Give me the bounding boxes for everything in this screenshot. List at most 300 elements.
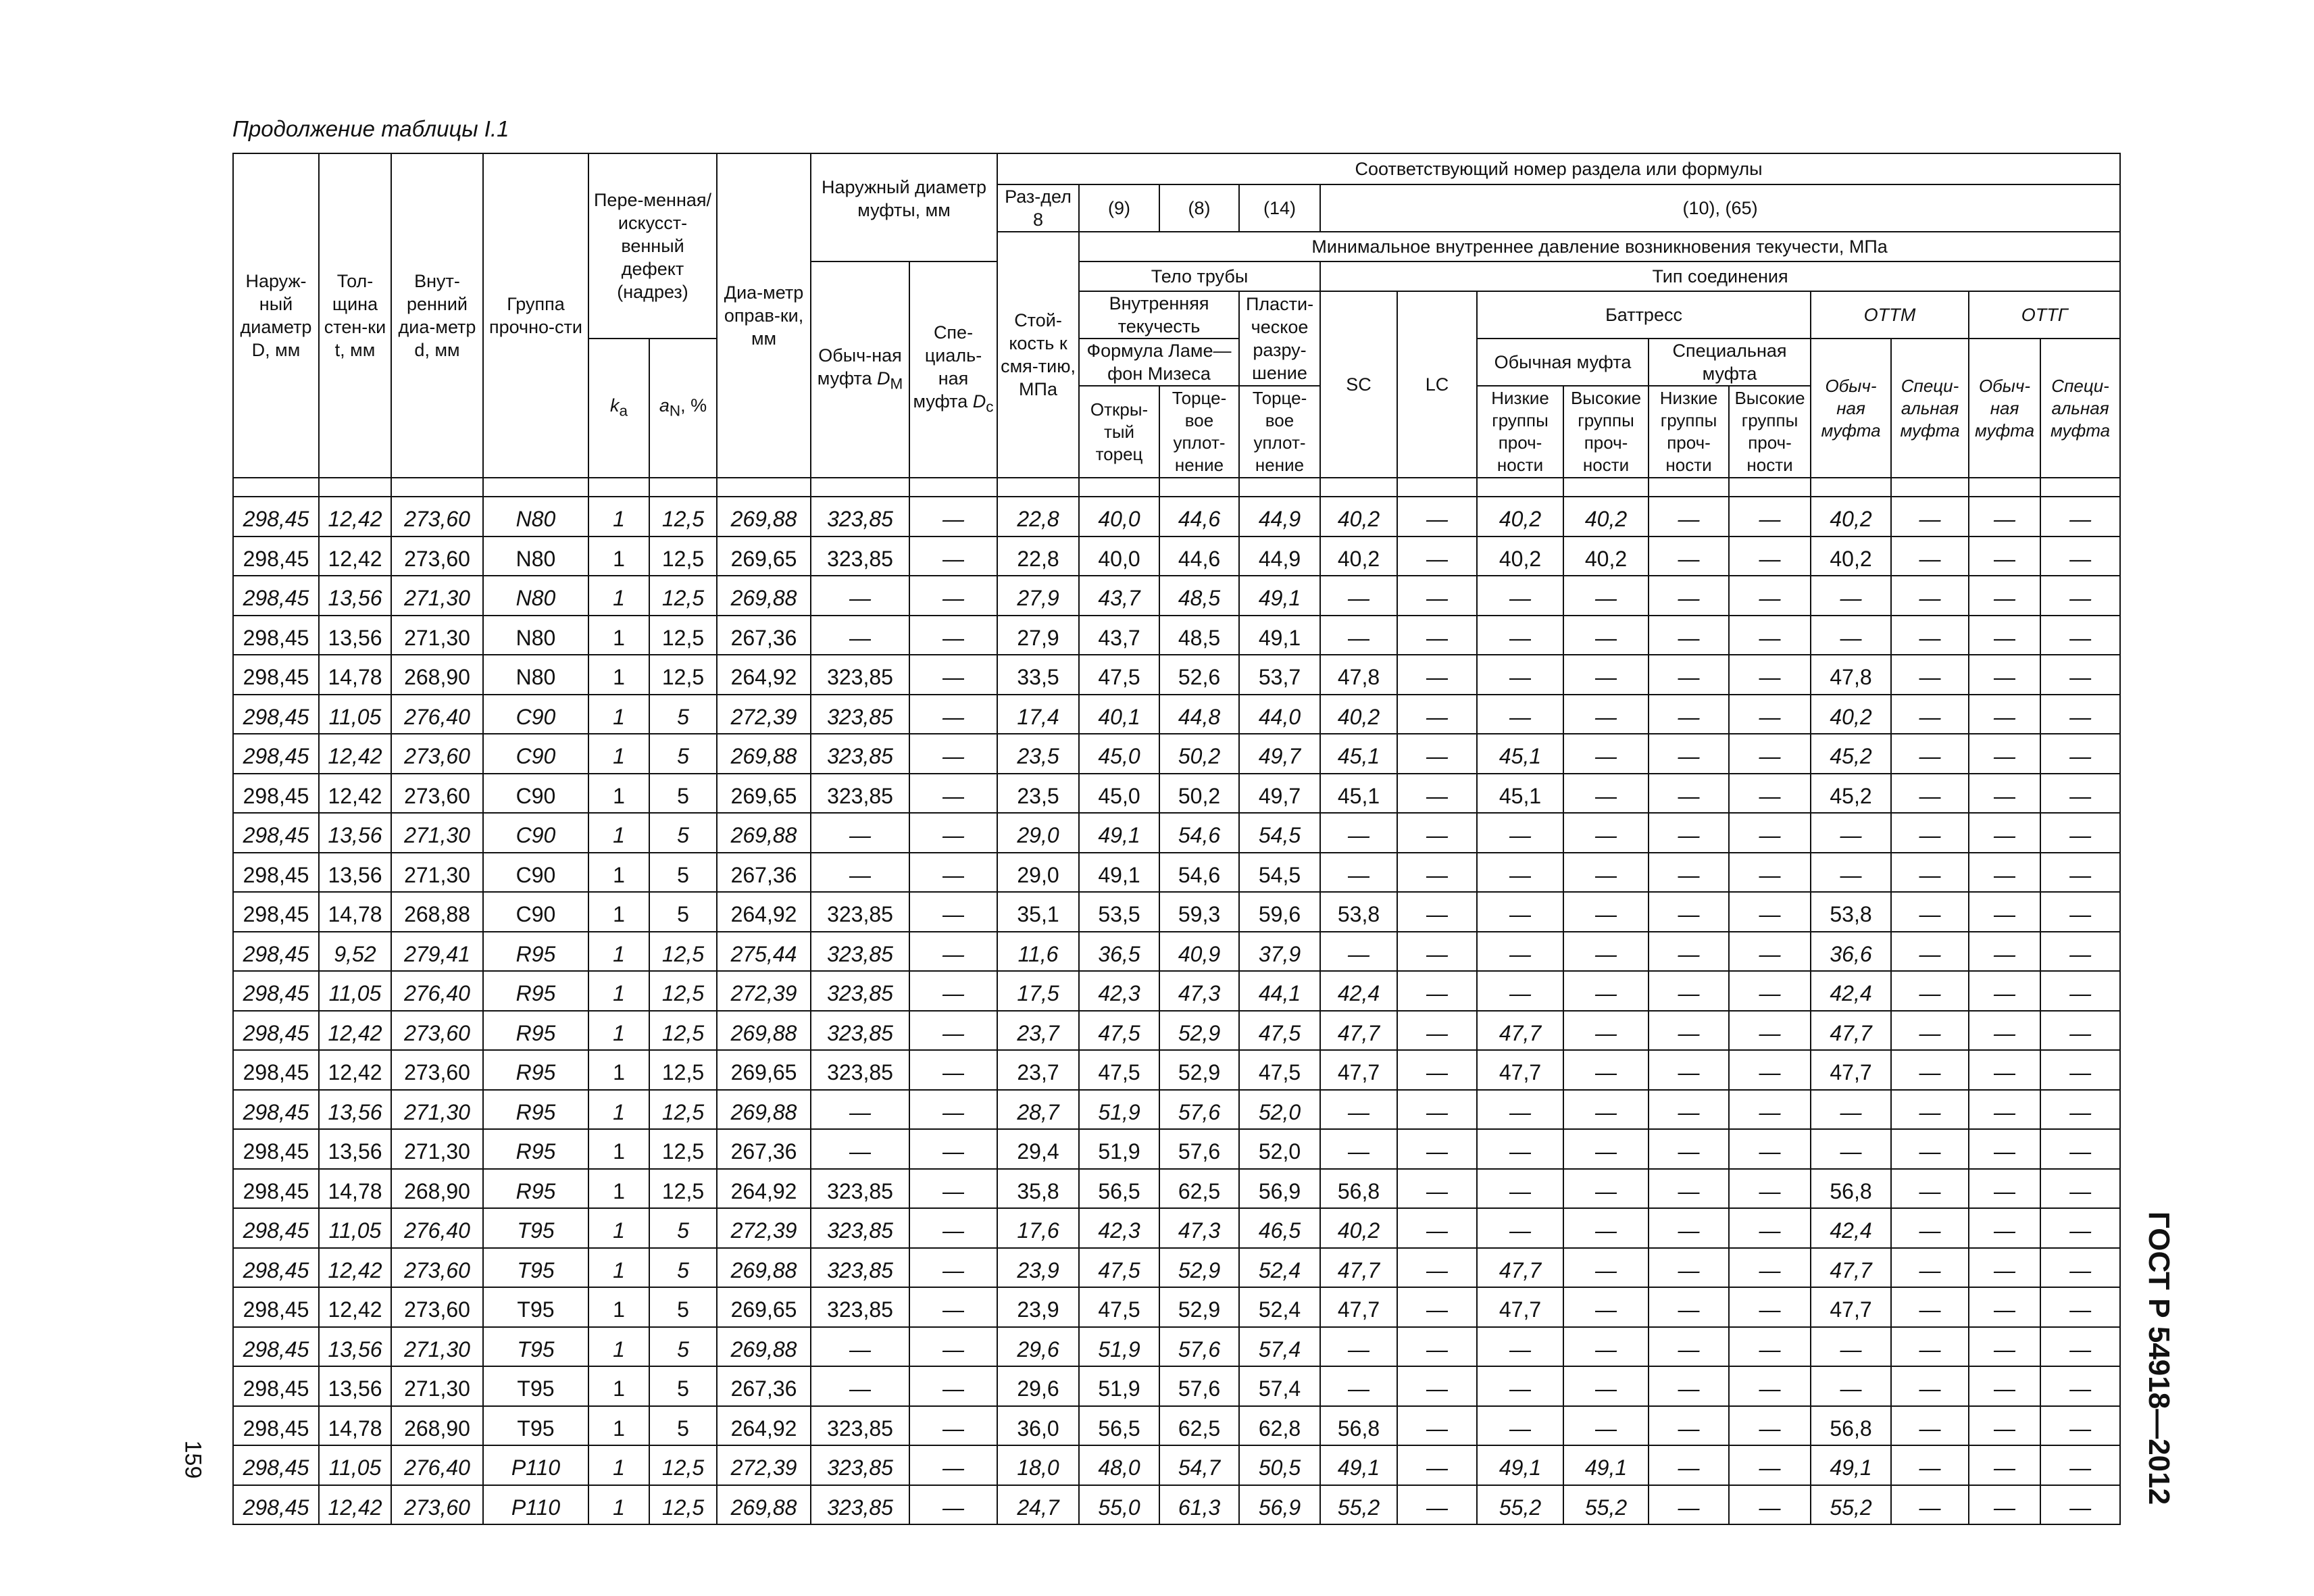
table-cell: 1 [588,1406,649,1446]
table-cell: 267,36 [717,853,811,893]
table-cell: — [1649,695,1729,734]
table-row [233,695,2120,734]
table-cell: — [909,1287,997,1327]
table-row [233,1485,2120,1525]
table-cell: 264,92 [717,1169,811,1209]
table-cell: 48,0 [1079,1445,1159,1485]
table-cell: 13,56 [319,1129,391,1169]
table-cell: 29,6 [997,1366,1079,1406]
table-cell: 5 [649,695,717,734]
table-cell: — [1649,1169,1729,1209]
col-grade: Группа прочно-сти [483,153,588,478]
table-cell: 12,42 [319,1050,391,1090]
table-cell: 54,5 [1239,813,1320,853]
table-cell: — [1891,537,1969,576]
col-coupling-od: Наружный диаметр муфты, мм [811,153,997,261]
table-cell: — [811,1327,909,1367]
table-cell: 273,60 [391,1287,483,1327]
table-cell: 323,85 [811,537,909,576]
table-cell: 273,60 [391,774,483,814]
table-cell: 52,0 [1239,1090,1320,1130]
table-cell: — [811,576,909,616]
table-cell: 273,60 [391,1050,483,1090]
table-cell: 269,65 [717,1050,811,1090]
col-od: Наруж-ный диаметр D, мм [233,153,319,478]
table-cell: — [1320,616,1397,655]
table-cell: 44,1 [1239,971,1320,1011]
table-cell: 55,2 [1320,1485,1397,1525]
table-cell: 47,5 [1079,655,1159,695]
table-cell: 49,1 [1320,1445,1397,1485]
table-cell: 47,7 [1320,1050,1397,1090]
table-cell: C90 [483,813,588,853]
table-cell: 279,41 [391,932,483,972]
col-drift: Диа-метр оправ-ки, мм [717,153,811,478]
table-cell: 323,85 [811,774,909,814]
table-cell: — [1891,1050,1969,1090]
table-cell: — [1563,1011,1649,1051]
table-row [233,813,2120,853]
table-cell: 57,6 [1159,1327,1239,1367]
table-cell: 42,4 [1811,1208,1891,1248]
table-cell: 29,0 [997,813,1079,853]
table-cell: — [1397,1169,1477,1209]
table-cell: 5 [649,1327,717,1367]
conn-lc: LC [1397,291,1477,478]
table-cell: — [1397,1406,1477,1446]
table-cell: 1 [588,537,649,576]
table-cell: 52,9 [1159,1248,1239,1288]
table-cell: 47,5 [1079,1287,1159,1327]
table-cell: — [909,537,997,576]
table-cell: 269,88 [717,1011,811,1051]
table-row [233,774,2120,814]
table-cell: 22,8 [997,497,1079,537]
table-cell: 267,36 [717,1366,811,1406]
table-cell: 42,4 [1811,971,1891,1011]
table-cell: — [1320,1366,1397,1406]
table-cell: 46,5 [1239,1208,1320,1248]
table-row [233,1445,2120,1485]
table-cell: 47,7 [1811,1248,1891,1288]
table-cell: — [1969,576,2040,616]
page-number [172,1422,213,1497]
table-cell: — [1563,774,1649,814]
table-cell: — [2040,537,2120,576]
conn-ottm: ОТТМ [1811,291,1969,339]
table-cell: — [909,576,997,616]
table-cell: — [1729,1011,1811,1051]
table-cell: — [2040,1406,2120,1446]
table-cell: R95 [483,1011,588,1051]
table-row [233,537,2120,576]
table-cell: N80 [483,537,588,576]
table-cell: — [1891,853,1969,893]
table-caption: Продолжение таблицы I.1 [232,116,509,141]
table-cell: — [1477,1327,1563,1367]
header-gap-row [233,478,2120,497]
table-cell: — [1320,1129,1397,1169]
table-cell: 57,6 [1159,1366,1239,1406]
table-cell: 273,60 [391,1485,483,1525]
table-cell: 35,1 [997,892,1079,932]
table-cell: — [1891,616,1969,655]
table-cell: 5 [649,774,717,814]
table-cell: 49,1 [1239,616,1320,655]
data-table [232,153,2121,1525]
table-cell: 298,45 [233,892,319,932]
table-cell: — [1649,813,1729,853]
table-cell: — [1563,813,1649,853]
bt-regular-low: Низкие группы проч-ности [1477,386,1563,478]
table-row [233,616,2120,655]
table-cell: — [1563,892,1649,932]
table-cell: — [1969,971,2040,1011]
table-cell: — [909,971,997,1011]
table-cell: N80 [483,616,588,655]
table-cell: 49,1 [1477,1445,1563,1485]
table-cell: 17,4 [997,695,1079,734]
table-cell: 323,85 [811,1406,909,1446]
table-cell: — [909,892,997,932]
table-cell: — [909,497,997,537]
table-cell: — [1477,695,1563,734]
table-cell: 1 [588,1287,649,1327]
table-cell: 269,88 [717,1485,811,1525]
table-cell: 13,56 [319,616,391,655]
ottm-regular: Обыч-ная муфта [1811,339,1891,478]
table-cell: 52,9 [1159,1011,1239,1051]
table-cell: — [1891,1287,1969,1327]
table-cell: — [2040,1327,2120,1367]
table-cell: 12,42 [319,537,391,576]
table-cell: C90 [483,774,588,814]
table-cell: — [2040,1129,2120,1169]
bt-special: Специальная муфта [1649,339,1811,386]
table-cell: — [1397,932,1477,972]
table-cell: P110 [483,1445,588,1485]
table-cell: — [811,1366,909,1406]
table-cell: — [1649,537,1729,576]
table-cell: — [909,1485,997,1525]
table-cell: 11,05 [319,971,391,1011]
table-cell: 47,7 [1477,1011,1563,1051]
table-cell: — [1811,1090,1891,1130]
table-cell: 5 [649,1287,717,1327]
table-cell: 323,85 [811,655,909,695]
table-cell: — [1563,1050,1649,1090]
table-cell: — [1729,1050,1811,1090]
table-cell: 271,30 [391,813,483,853]
table-cell: — [1397,1208,1477,1248]
table-cell: 12,5 [649,1485,717,1525]
table-cell: 298,45 [233,1366,319,1406]
table-cell: 62,8 [1239,1406,1320,1446]
table-cell: 269,88 [717,813,811,853]
table-cell: — [2040,1248,2120,1288]
table-cell: N80 [483,497,588,537]
table-cell: — [1729,971,1811,1011]
table-cell: 298,45 [233,1169,319,1209]
table-cell: 12,42 [319,734,391,774]
table-cell: — [1969,1287,2040,1327]
table-cell: 323,85 [811,497,909,537]
table-cell: 52,0 [1239,1129,1320,1169]
table-cell: 271,30 [391,853,483,893]
table-cell: — [1891,576,1969,616]
table-cell: — [1649,1406,1729,1446]
table-cell: — [1811,616,1891,655]
table-cell: — [2040,853,2120,893]
table-cell: 53,8 [1811,892,1891,932]
table-cell: 45,1 [1477,774,1563,814]
table-cell: 45,2 [1811,734,1891,774]
table-cell: 45,1 [1320,774,1397,814]
table-cell: — [1969,616,2040,655]
plastic-failure: Пласти-ческое разру-шение [1239,291,1320,386]
table-cell: 323,85 [811,1287,909,1327]
table-cell: — [1969,497,2040,537]
table-cell: 13,56 [319,853,391,893]
table-cell: 49,1 [1563,1445,1649,1485]
table-cell: 51,9 [1079,1129,1159,1169]
table-cell: — [1563,576,1649,616]
table-cell: — [1477,1406,1563,1446]
table-cell: 49,1 [1239,576,1320,616]
table-cell: — [1811,576,1891,616]
table-cell: — [811,1090,909,1130]
table-cell: 52,4 [1239,1248,1320,1288]
table-row [233,1090,2120,1130]
table-cell: 47,3 [1159,971,1239,1011]
table-cell: — [1563,1129,1649,1169]
table-cell: — [1649,1050,1729,1090]
table-row [233,497,2120,537]
table-cell: 269,88 [717,576,811,616]
table-cell: — [1891,497,1969,537]
table-cell: — [1563,853,1649,893]
table-cell: 40,2 [1563,537,1649,576]
table-cell: 23,9 [997,1248,1079,1288]
table-cell: — [1969,892,2040,932]
table-cell: 1 [588,1366,649,1406]
table-cell: — [1729,774,1811,814]
table-cell: 47,7 [1320,1287,1397,1327]
table-cell: 12,5 [649,616,717,655]
conn-sc: SC [1320,291,1397,478]
table-cell: — [1477,616,1563,655]
table-cell: 12,42 [319,497,391,537]
table-cell: 23,9 [997,1287,1079,1327]
table-cell: — [1891,1208,1969,1248]
table-cell: — [1563,655,1649,695]
table-cell: — [1649,497,1729,537]
table-cell: 40,2 [1563,497,1649,537]
table-cell: C90 [483,695,588,734]
table-cell: — [2040,892,2120,932]
table-cell: 298,45 [233,1011,319,1051]
table-cell: — [1729,932,1811,972]
table-cell: R95 [483,1090,588,1130]
table-cell: 14,78 [319,1169,391,1209]
table-cell: — [1477,1169,1563,1209]
table-cell: 44,0 [1239,695,1320,734]
table-cell: — [1649,1287,1729,1327]
table-cell: 47,5 [1079,1011,1159,1051]
table-cell: T95 [483,1248,588,1288]
table-cell: R95 [483,1169,588,1209]
table-cell: 298,45 [233,1327,319,1367]
table-cell: 268,90 [391,1406,483,1446]
page-number-text: 159 [180,1440,206,1479]
capped-end-plastic: Торце-вое уплот-нение [1239,386,1320,478]
table-cell: 48,5 [1159,616,1239,655]
table-cell: — [1969,932,2040,972]
table-cell: 298,45 [233,616,319,655]
table-cell: 18,0 [997,1445,1079,1485]
table-cell: 12,42 [319,1485,391,1525]
table-cell: — [1891,774,1969,814]
table-cell: — [909,1327,997,1367]
table-cell: 52,4 [1239,1287,1320,1327]
table-cell: 48,5 [1159,576,1239,616]
table-cell: 56,8 [1811,1406,1891,1446]
table-cell: 47,7 [1320,1011,1397,1051]
table-cell: 50,2 [1159,734,1239,774]
table-cell: 56,5 [1079,1406,1159,1446]
table-cell: — [2040,1011,2120,1051]
table-cell: 52,6 [1159,655,1239,695]
table-cell: 12,42 [319,1011,391,1051]
table-cell: — [2040,1208,2120,1248]
table-cell: 52,9 [1159,1287,1239,1327]
table-cell: — [1811,813,1891,853]
table-cell: — [1729,1090,1811,1130]
table-cell: 11,05 [319,1445,391,1485]
table-cell: — [1477,1129,1563,1169]
table-cell: 323,85 [811,892,909,932]
table-cell: 1 [588,1011,649,1051]
table-cell: 298,45 [233,813,319,853]
table-cell: — [1969,1129,2040,1169]
table-cell: 61,3 [1159,1485,1239,1525]
table-cell: 47,7 [1811,1287,1891,1327]
table-cell: 1 [588,971,649,1011]
ref-f8: (8) [1159,184,1239,232]
table-cell: 271,30 [391,1366,483,1406]
table-cell: — [1397,1445,1477,1485]
table-cell: 1 [588,695,649,734]
table-cell: — [1397,695,1477,734]
table-cell: 47,8 [1320,655,1397,695]
table-cell: — [909,1208,997,1248]
table-cell: 55,2 [1563,1485,1649,1525]
table-cell: 62,5 [1159,1406,1239,1446]
table-cell: — [909,1011,997,1051]
table-cell: — [1397,971,1477,1011]
table-cell: 40,0 [1079,497,1159,537]
table-cell: — [1320,813,1397,853]
table-cell: 269,88 [717,1090,811,1130]
standard-designation [2135,1211,2182,1505]
table-cell: 55,0 [1079,1485,1159,1525]
table-cell: 1 [588,1445,649,1485]
table-cell: 29,0 [997,853,1079,893]
table-cell: 52,9 [1159,1050,1239,1090]
table-cell: 33,5 [997,655,1079,695]
table-cell: 323,85 [811,1011,909,1051]
table-cell: — [1969,1208,2040,1248]
table-cell: 45,0 [1079,774,1159,814]
table-cell: 56,8 [1320,1406,1397,1446]
table-cell: 47,5 [1079,1050,1159,1090]
table-cell: 12,5 [649,1129,717,1169]
table-cell: — [811,1129,909,1169]
table-cell: 13,56 [319,576,391,616]
table-cell: — [1891,734,1969,774]
bt-regular-high: Высокие группы проч-ности [1563,386,1649,478]
table-cell: 44,9 [1239,537,1320,576]
table-cell: 298,45 [233,695,319,734]
table-cell: — [909,695,997,734]
table-cell: 5 [649,1208,717,1248]
table-cell: 36,0 [997,1406,1079,1446]
table-cell: 51,9 [1079,1327,1159,1367]
table-cell: 40,2 [1811,695,1891,734]
table-row [233,734,2120,774]
table-cell: — [1969,1366,2040,1406]
table-cell: — [1397,1248,1477,1288]
table-cell: 54,6 [1159,813,1239,853]
table-cell: — [2040,1090,2120,1130]
table-cell: 1 [588,616,649,655]
table-cell: 269,88 [717,1327,811,1367]
table-cell: — [1477,576,1563,616]
table-cell: 1 [588,1090,649,1130]
table-cell: — [1563,695,1649,734]
table-row [233,853,2120,893]
table-row [233,1248,2120,1288]
table-cell: — [1729,892,1811,932]
table-cell: 13,56 [319,1366,391,1406]
table-cell: — [2040,497,2120,537]
table-cell: — [1563,734,1649,774]
table-cell: — [1649,774,1729,814]
table-cell: C90 [483,892,588,932]
table-cell: — [811,616,909,655]
table-cell: — [1969,734,2040,774]
table-cell: — [1477,813,1563,853]
table-cell: — [1563,1169,1649,1209]
table-cell: — [1969,1327,2040,1367]
table-cell: 40,2 [1320,537,1397,576]
table-cell: — [1891,1366,1969,1406]
conn-buttress: Баттресс [1477,291,1811,339]
table-cell: 323,85 [811,1050,909,1090]
ottg-special: Специ-альная муфта [2040,339,2120,478]
table-cell: 44,9 [1239,497,1320,537]
table-cell: 47,5 [1239,1050,1320,1090]
table-cell: 54,5 [1239,853,1320,893]
table-cell: 323,85 [811,1445,909,1485]
table-cell: 276,40 [391,971,483,1011]
table-cell: — [1397,1011,1477,1051]
table-cell: — [1969,695,2040,734]
table-cell: 49,1 [1079,813,1159,853]
lame-formula: Формула Ламе—фон Мизеса [1079,339,1239,386]
table-cell: — [1649,1366,1729,1406]
ref-f9: (9) [1079,184,1159,232]
